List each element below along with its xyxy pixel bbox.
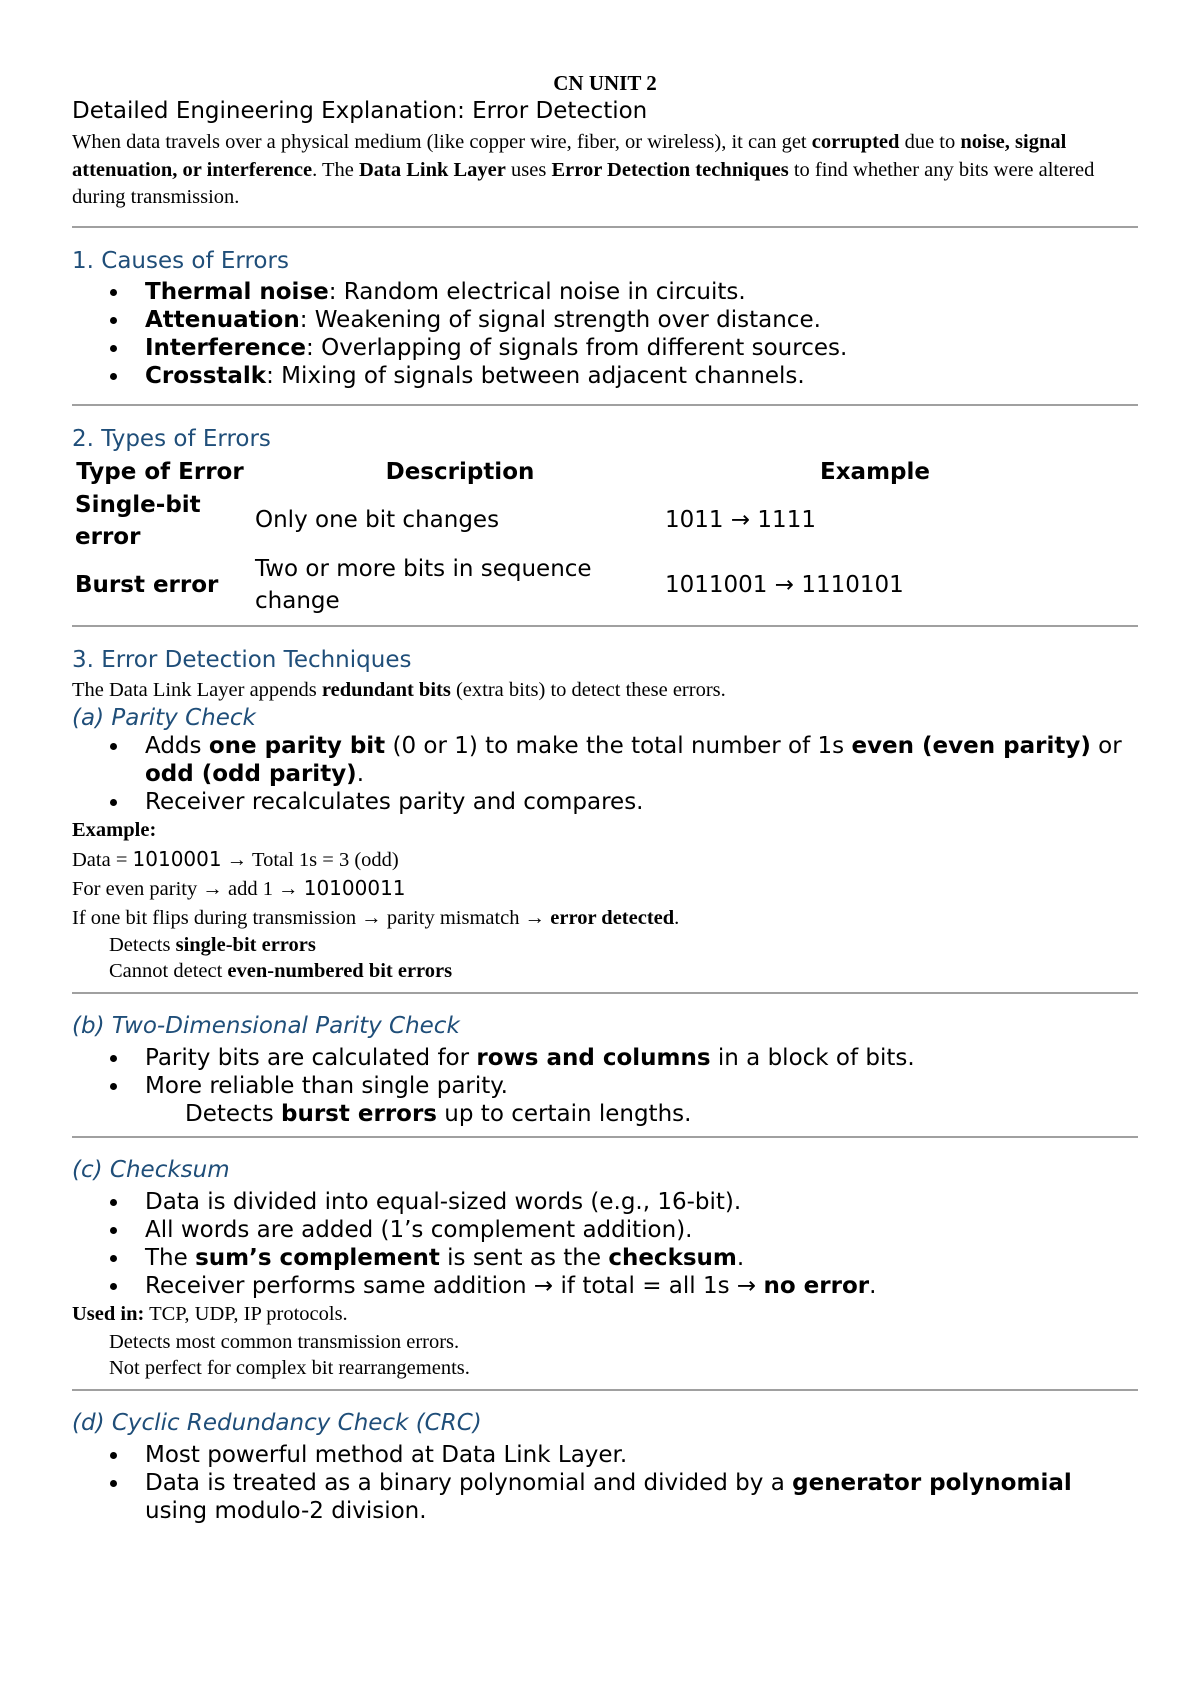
example-text: . <box>674 906 680 929</box>
item-bold: even (even parity) <box>851 733 1091 759</box>
item-text: (0 or 1) to make the total number of 1s <box>385 733 852 759</box>
item-text: Most powerful method at Data Link Layer. <box>145 1441 628 1468</box>
item-bold: one parity bit <box>208 733 386 759</box>
bullet-icon <box>110 743 117 750</box>
list-item <box>72 306 1138 334</box>
intro-text: . The <box>312 158 359 181</box>
item-text: Data is divided into equal-sized words (e.g., 16-bit). <box>145 1189 742 1215</box>
example-digits: 10100011 <box>303 876 406 900</box>
causes-heading: 1. Causes of Errors <box>72 247 289 274</box>
crc-heading: (d) Cyclic Redundancy Check (CRC) <box>72 1409 482 1436</box>
example-label: Example: <box>72 819 157 841</box>
item-text: . <box>736 1245 745 1271</box>
list-item <box>72 1469 1138 1525</box>
bullet-icon <box>110 1480 117 1487</box>
item-bold: odd (odd parity) <box>145 761 357 787</box>
intro-text: The Data Link Layer appends <box>72 678 322 701</box>
section-divider <box>72 1389 1138 1391</box>
pro-bold: single-bit errors <box>175 934 316 956</box>
checksum-list <box>72 1188 1138 1300</box>
example-line <box>72 904 1138 933</box>
example-line <box>72 845 1138 875</box>
table-header-row <box>72 456 1085 488</box>
item-text: More reliable than single parity. <box>145 1073 508 1099</box>
list-item <box>72 788 1138 816</box>
con-line: Not perfect for complex bit rearrangements. <box>109 1356 470 1379</box>
table-cell-example: 1011 → 1111 <box>665 507 816 533</box>
item-text: Adds <box>145 733 209 759</box>
techniques-heading: 3. Error Detection Techniques <box>72 646 412 673</box>
intro-bold: redundant bits <box>321 678 451 701</box>
table-cell-example: 1011001 → 1110101 <box>665 571 904 598</box>
item-text: Parity bits are calculated for <box>145 1045 477 1071</box>
section-divider <box>72 625 1138 627</box>
table-header-cell: Description <box>385 458 535 485</box>
example-line <box>72 874 1138 904</box>
intro-bold: noise, signal attenuation, or interference <box>72 131 1067 181</box>
item-text: using modulo-2 division. <box>145 1497 427 1524</box>
list-item <box>72 278 1138 306</box>
section-divider <box>72 1136 1138 1138</box>
parity-list <box>72 732 1138 816</box>
cause-desc: : Weakening of signal strength over distance. <box>299 306 821 333</box>
used-in-line <box>72 1300 1138 1329</box>
item-text: is sent as the <box>439 1245 609 1271</box>
two-d-note <box>72 1100 1138 1128</box>
item-text: Data is treated as a binary polynomial and divided by a <box>145 1469 793 1496</box>
document-page <box>72 70 1138 1525</box>
bullet-icon <box>110 373 117 380</box>
cause-term: Attenuation <box>145 306 300 333</box>
section-divider <box>72 992 1138 994</box>
item-text: The <box>145 1245 196 1271</box>
section-divider <box>72 226 1138 228</box>
item-bold: checksum <box>608 1245 737 1271</box>
list-item <box>72 362 1138 390</box>
table-row <box>72 488 1085 553</box>
two-d-heading: (b) Two-Dimensional Parity Check <box>72 1013 460 1039</box>
con-line <box>72 958 1138 984</box>
list-item <box>72 1272 1138 1300</box>
table-cell-desc: Two or more bits in sequence change <box>255 555 592 614</box>
causes-list <box>72 278 1138 390</box>
bullet-icon <box>110 1199 117 1206</box>
cause-term: Thermal noise <box>145 278 329 305</box>
bullet-icon <box>110 1055 117 1062</box>
item-text: Receiver performs same addition → if total = all 1s → <box>145 1273 764 1299</box>
pro-text: Detects <box>109 934 176 956</box>
list-item <box>72 1244 1138 1272</box>
bullet-icon <box>110 1283 117 1290</box>
used-in-label: Used in: <box>72 1303 145 1325</box>
table-header-cell: Example <box>820 458 930 485</box>
intro-text: due to <box>899 131 961 153</box>
list-item <box>72 1216 1138 1244</box>
example-text: → Total 1s = 3 (odd) <box>221 848 399 871</box>
note-bold: burst errors <box>281 1101 437 1127</box>
list-item <box>72 334 1138 362</box>
item-bold: no error <box>763 1273 870 1299</box>
bullet-icon <box>110 345 117 352</box>
cause-term: Crosstalk <box>145 362 267 389</box>
used-in-text: TCP, UDP, IP protocols. <box>144 1303 348 1325</box>
intro-bold: Data Link Layer <box>358 158 506 181</box>
intro-text: to find whether any bits were altered during transmission. <box>72 158 1095 208</box>
list-item <box>72 1441 1138 1469</box>
intro-text: When data travels over a physical medium (like copper wire, fiber, or wireless), it can get <box>72 131 812 153</box>
example-bold: error detected <box>550 906 675 929</box>
item-bold: generator polynomial <box>792 1469 1072 1496</box>
table-cell-type: Burst error <box>75 571 219 598</box>
intro-text: (extra bits) to detect these errors. <box>450 678 726 701</box>
list-item <box>72 1044 1138 1072</box>
con-bold: even-numbered bit errors <box>227 960 453 982</box>
parity-heading: (a) Parity Check <box>72 705 256 731</box>
cause-term: Interference <box>145 334 307 361</box>
example-text: Data = <box>72 848 133 871</box>
pro-line: Detects most common transmission errors. <box>109 1330 460 1353</box>
example-text: If one bit flips during transmission → parity mismatch → <box>72 906 551 929</box>
error-types-table <box>72 456 1085 617</box>
types-heading: 2. Types of Errors <box>72 425 271 452</box>
bullet-icon <box>110 1452 117 1459</box>
list-item <box>72 732 1138 788</box>
cause-desc: : Mixing of signals between adjacent channels. <box>266 362 805 389</box>
example-digits: 1010001 <box>132 846 222 871</box>
table-cell-desc: Only one bit changes <box>255 507 500 533</box>
cause-desc: : Random electrical noise in circuits. <box>328 278 746 305</box>
item-bold: rows and columns <box>476 1045 711 1071</box>
intro-text: uses <box>505 158 552 181</box>
list-item <box>72 1072 1138 1100</box>
item-text: Receiver recalculates parity and compares. <box>145 789 644 815</box>
intro-bold: Error Detection techniques <box>551 158 789 181</box>
item-text: All words are added (1’s complement addition). <box>145 1217 693 1243</box>
section-divider <box>72 404 1138 406</box>
con-text: Cannot detect <box>109 960 228 982</box>
two-d-list <box>72 1044 1138 1100</box>
crc-list <box>72 1441 1138 1525</box>
item-text: in a block of bits. <box>710 1045 915 1071</box>
bullet-icon <box>110 1255 117 1262</box>
checksum-heading: (c) Checksum <box>72 1157 230 1183</box>
bullet-icon <box>110 799 117 806</box>
table-header-cell: Type of Error <box>76 458 244 485</box>
table-row <box>72 553 1085 617</box>
table-cell-type: Single-bit error <box>75 491 201 550</box>
pro-line <box>72 932 1138 958</box>
bullet-icon <box>110 317 117 324</box>
bullet-icon <box>110 1083 117 1090</box>
bullet-icon <box>110 1227 117 1234</box>
cause-desc: : Overlapping of signals from different sources. <box>306 334 848 361</box>
intro-paragraph <box>72 129 1138 212</box>
item-text: . <box>869 1273 877 1299</box>
doc-heading: Detailed Engineering Explanation: Error Detection <box>72 98 648 124</box>
bullet-icon <box>110 289 117 296</box>
techniques-intro <box>72 677 1138 705</box>
item-bold: sum’s complement <box>195 1245 440 1271</box>
list-item <box>72 1188 1138 1216</box>
example-text: For even parity → add 1 → <box>72 878 304 900</box>
item-text: . <box>356 761 365 787</box>
doc-top-title: CN UNIT 2 <box>553 71 657 95</box>
note-text: up to certain lengths. <box>437 1101 692 1127</box>
item-text: or <box>1090 733 1122 759</box>
note-text: Detects <box>185 1101 281 1127</box>
intro-bold: corrupted <box>811 131 900 153</box>
